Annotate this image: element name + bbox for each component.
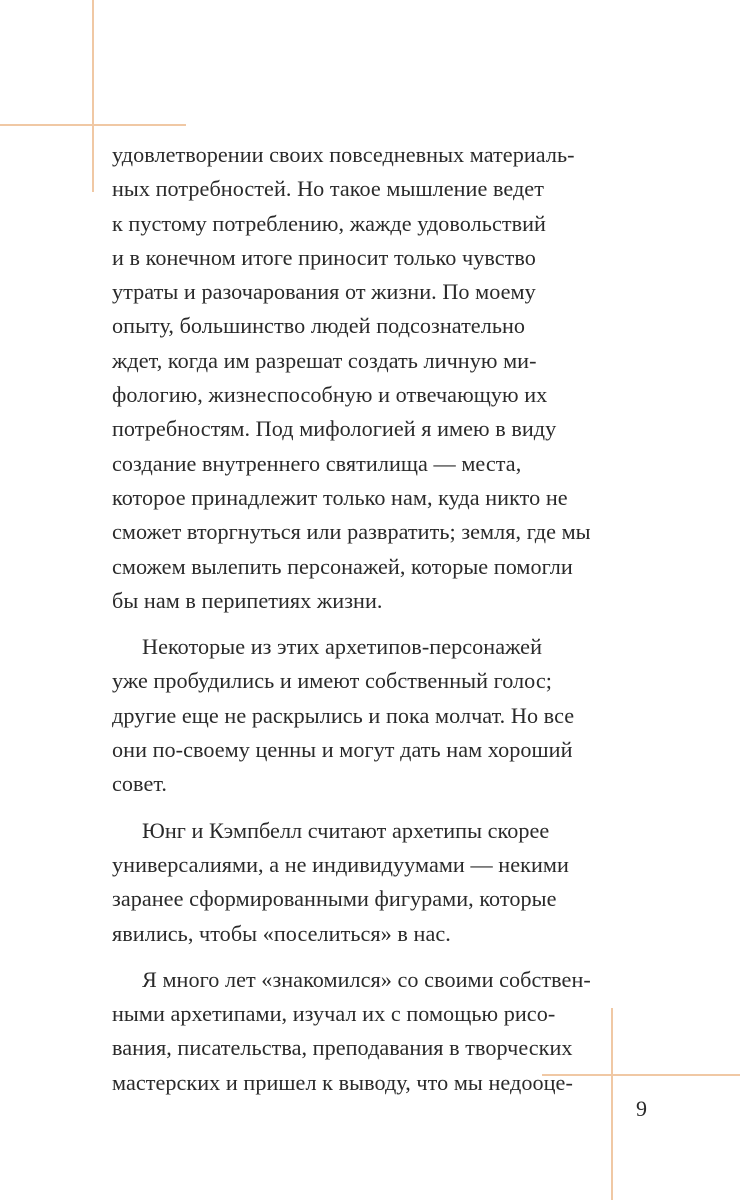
text-line: явились, чтобы «поселиться» в нас. xyxy=(112,920,451,946)
text-line: ными архетипами, изучал их с помощью рисо- xyxy=(112,1001,556,1027)
paragraph-1 xyxy=(112,138,632,618)
text-line: Я много лет «знакомился» со своими собствен- xyxy=(142,966,591,992)
text-line: к пустому потреблению, жажде удовольствий xyxy=(112,210,546,236)
text-line: которое принадлежит только нам, куда никто не xyxy=(112,484,568,510)
text-line: вания, писательства, преподавания в творческих xyxy=(112,1035,573,1061)
crop-mark-top-left-horizontal xyxy=(0,124,186,126)
paragraph-4 xyxy=(112,963,632,1100)
text-line: мастерских и пришел к выводу, что мы недооце- xyxy=(112,1069,573,1095)
text-line: опыту, большинство людей подсознательно xyxy=(112,313,526,339)
text-line: ждет, когда им разрешат создать личную ми- xyxy=(112,347,537,373)
text-line: совет. xyxy=(112,771,168,797)
body-text xyxy=(112,138,632,1100)
text-line: фологию, жизнеспособную и отвечающую их xyxy=(112,382,548,408)
text-line: потребностям. Под мифологией я имею в виду xyxy=(112,416,557,442)
text-line: сможет вторгнуться или развратить; земля, где мы xyxy=(112,519,591,545)
text-line: и в конечном итоге приносит только чувство xyxy=(112,244,536,270)
paragraph-2 xyxy=(112,630,632,801)
text-line: они по-своему ценны и могут дать нам хороший xyxy=(112,737,573,763)
text-line: удовлетворении своих повседневных материаль- xyxy=(112,142,575,167)
text-line: уже пробудились и имеют собственный голос; xyxy=(112,668,552,694)
text-line: универсалиями, а не индивидуумами — некими xyxy=(112,851,569,877)
text-line: другие еще не раскрылись и пока молчат. Но все xyxy=(112,702,575,728)
paragraph-3 xyxy=(112,814,632,951)
text-line: утраты и разочарования от жизни. По моему xyxy=(112,279,536,305)
text-line: Юнг и Кэмпбелл считают архетипы скорее xyxy=(142,817,550,843)
text-line: заранее сформированными фигурами, которые xyxy=(112,886,557,912)
text-line: ных потребностей. Но такое мышление ведет xyxy=(112,176,544,202)
page-number: 9 xyxy=(636,1096,647,1121)
text-line: создание внутреннего святилища — места, xyxy=(112,450,522,476)
crop-mark-top-left-vertical xyxy=(92,0,94,192)
text-line: сможем вылепить персонажей, которые помогли xyxy=(112,553,573,579)
text-line: бы нам в перипетиях жизни. xyxy=(112,587,383,613)
text-line: Некоторые из этих архетипов-персонажей xyxy=(142,634,543,660)
